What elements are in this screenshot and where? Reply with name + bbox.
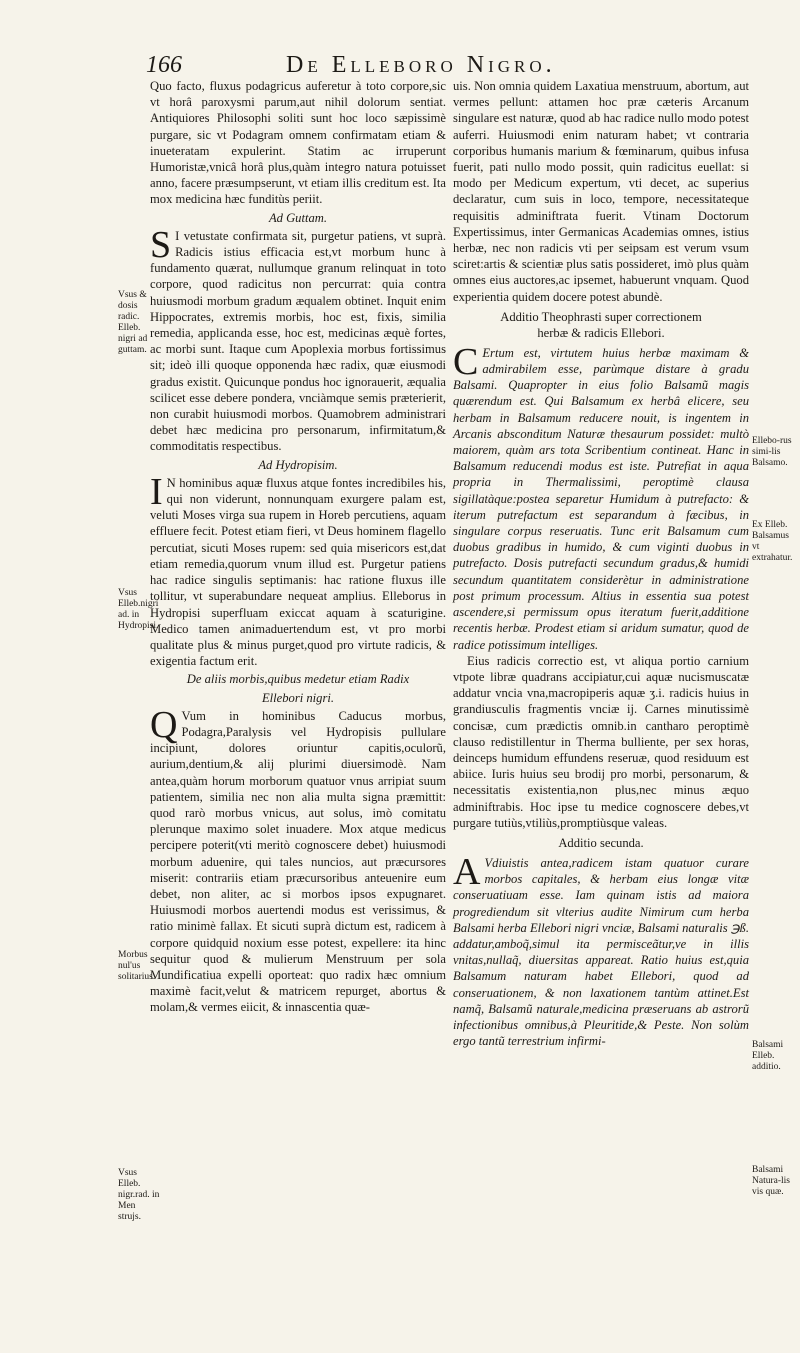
section-heading: herbæ & radicis Ellebori. (537, 325, 665, 340)
left-column (150, 78, 446, 1016)
page-number: 166 (146, 52, 182, 78)
running-title: De Elleboro Nigro. (286, 52, 556, 78)
margin-note: Balsami Natura-lis vis quæ. (752, 1165, 790, 1197)
drop-cap: I (150, 470, 163, 513)
margin-note: Ex Elleb. Balsamus vt extrahatur. (752, 520, 793, 563)
section-heading: Additio secunda. (558, 835, 644, 850)
drop-cap: C (453, 340, 479, 383)
drop-cap: S (150, 223, 172, 266)
paragraph (453, 340, 749, 653)
margin-note: Vsus Elleb. nigr.rad. in Men strujs. (118, 1168, 160, 1222)
margin-note: Morbus nul'us solitarius. (118, 950, 156, 982)
paragraph-text: I vetustate confirmata sit, purgetur patiens, vt suprà. Radicis istius efficacia est,vt morbum hunc à fundamento quærat, nullumque granum relinquat in toto corpore, quod radicitus non percurrat: quia contra huiusmodi morbum gradum æqualem obtinet. Inquit enim Hippocrates, extremis morbis, hoc est, fixis, similia remedia, applicanda esse, hoc est, medicinas æquè fortes, ac morbi sunt. Itaque cum Apoplexia morbus fortissimus sit; ideò illi quoque opponenda hæc radix, quæ eiusmodi gradus existit. Quicunque pondus hoc ignorauerit, æqualia scilicet esse debere pondera, vnciàmque semis præterierit, non curabit huiusmodi morbos. Quamobrem administrari debet hæc medicina pro personarum, infirmitatum,& commoditatis respectibus. (150, 228, 446, 454)
paragraph-text: Vum in hominibus Caducus morbus, Podagra,Paralysis vel Hydropisis pullulare incipiunt, dolores oriuntur capitis,oculorũ, aurium,dentium,& alij plurimi diuersimodè. Nam antea,quàm horum morborum quatuor vnus arripiat suum patientem, similia nec non alia multa signa præmittit: quod rarò morbus vnicus, aut solus, imò comitatu plerunque maximo solet inuadere. Mox atque medicus percipere poterit(vti meritò cognoscere debet) huiusmodi morbum aduenire, qui tales nuncios, aut præcursores miserit: contrariis etiam præcursoribus anteuenire eum debet, non aliter, ac si morbos ipsos expugnaret. Huiusmodi morbos auertendi modus est verissimus, & ratio minimè fallax. Et sicuti suprà dictum est, radicem à corpore quidquid noxium esse potest, expellere: ita hinc sequitur quod & mulierum Menstruum per sola Mundificatiua expelli oporteat: quo radix hæc omnium maximè facit,velut & matricem repurget, abortus & molam,& vermes eiicit, & innascentia quæ- (150, 708, 446, 1015)
paragraph: Quo facto, fluxus podagricus auferetur à toto corpore,sic vt horâ paroxysmi parum,aut nihil dolorum sentiat. Antiquiores Philosophi soliti sunt hoc loco sæpissimè purgare, sic vt Podagram omnem confirmatam etiam & inueteratam expulerint. Statim ac irruperunt Humoristæ,vnicâ horâ plus,quàm integro natura potuisset anno, facere præsumpserunt, vt etiam illis creditum est. Ita mox medicina hæc funditùs periit. (150, 79, 446, 207)
section-heading: Ellebori nigri. (261, 690, 335, 705)
paragraph (150, 703, 446, 1016)
paragraph: uis. Non omnia quidem Laxatiua menstruum, abortum, aut vermes pellunt: attamen hoc præ cæteris Arcanum singulare est naturæ, quod ab hac radice nullo modo potest auferri. Huiusmodi enim naturam habet; vt contraria corporibus humanis marium & fœminarum, quibus infusa fuerit, pati nullo modo possit, quin radicitus euellat: si modo per Medicum expertum, vti decet, ac superius declaratur, cum suis in loco, tempore, necessitateque requisitis adminiftrata fuerit. Vtinam Doctorum Expertissimus, inter Germanicas Academias omnes, istius herbæ, nec non radicis vti per seipsam est verum vsum sciret:artis & scientiæ plus satis possideret, imò plus quàm omnes eius auctores,ac ipsemet, habuerunt vnquam. Quod experientia quidem docere potest abundè. (453, 79, 749, 304)
paragraph-text: N hominibus aquæ fluxus atque fontes incredibiles his, qui non viderunt, nonnunquam exurgere palam est, veluti Moses virga sua rupem in Horeb percutiens, aquam effluere fecit. Potest etiam fieri, vt Deus hominem flagello percutiat, sicuti Moses rupem: sed quia misericors est,dat etiam remedia,quorum vnum illud est. Purgetur patiens hac radice singulis septimanis: hac ratione fluxus ille tollitur, vt superabundare nequeat amplius. Elleborus in Hydropisi superfluam exiccat aquam à scaturigine. Medico tamen animaduertendum est, vt pro morbi qualitate plus & minus purget,quod pro virtute radicis, & exigentia factum erit. (150, 475, 446, 669)
paragraph (453, 850, 749, 1049)
section-heading: Ad Guttam. (268, 210, 328, 225)
drop-cap: Q (150, 703, 178, 746)
paragraph (150, 223, 446, 455)
margin-note: Vsus Elleb.nigri ad. in Hydropisi. (118, 588, 159, 631)
section-heading: Additio Theophrasti super correctionem (500, 309, 702, 324)
paragraph: Eius radicis correctio est, vt aliqua portio carnium vtpote libræ quadrans accipiatur,cui aquæ nucismuscatæ addatur vncia vna,macropiperis aquæ ʒ.i. radicis huius in grandiusculis fragmentis vnciæ ij. Carnes minutissimè concisæ, cum prædictis omnib.in cantharo peroptimè clauso redistillentur in Therma bulliente, per sex horas, deinceps humidum effundens reseruæ, quod residuum est abiice. Iuris huius seu brodij pro morbi, personarum, & necessitatis existentia,non plus,nec minus æquo adminiftrabis. Hoc ipse tu medice cognoscere debes,vt purgare tutiùs,vtiliùs,promptiùsque valeas. (453, 653, 749, 830)
margin-note: Balsami Elleb. additio. (752, 1040, 784, 1072)
drop-cap: A (453, 850, 481, 893)
margin-note: Ellebo-rus simi-lis Balsamo. (752, 436, 792, 468)
section-heading: Ad Hydropisim. (258, 457, 338, 472)
right-column (453, 78, 749, 1049)
paragraph-text: Ertum est, virtutem huius herbæ maximam & admirabilem esse, parùmque distare à gradu Balsami. Quapropter in eius folio Balsamũ magis quærendum est. Qui Balsamum ex herbâ elicere, seu herbam in Balsamum reducere nouit, is ingentem in Arcanis absconditum Naturæ thesaurum possidet: multò maiorem, quàm ars tota Scribentium contineat. Hanc in Balsamum reducendi modus est iste. Putrefiat in aqua propria in Thermalissimi, peroptimè clausa sigillatàque:postea separetur Humidum à putrefacto: & iterum putrefactum est separandum à fæcibus, in singulare corpus reseruatis. Tunc erit Balsamum cum duobus gradibus in humido, & cum viginti duobus in putrefacto. Dosis putrefacti secundum gradus,& humidi secundum quantitatem considerètur in administratione post primum processum. Altius in essentia sua potest ascendere,si permissum opus iteratum fuerit,additione recentis herbæ. Prodest etiam si aridum sumatur, quod de radice potissimum intelliges. (453, 345, 749, 652)
paragraph-text: Vdiuistis antea,radicem istam quatuor curare morbos capitales, & herbam eius longæ vitæ conseruatiuam esse. Iam quinam istis ad maiora progrediendum sit vlterius audite Nimirum cum herba Balsami herba Ellebori nigri vnciæ, Balsami naturalis ℈ß. addatur,amboq̃,simul ita permisceãtur,ve in illis vnitas,nullaq̃, diuersitas appareat. Ratio huius est,quia Balsamum naturam habet Ellebori, quod ad conseruationem, & non laxationem tantùm attinet.Est namq̃, Balsamũ naturale,medicina præseruans ab astrorũ infectionibus omnibus,à Pleuritide,& Peste. Non solùm ergo tantũ terrestrium infirmi- (453, 855, 749, 1049)
paragraph (150, 470, 446, 669)
margin-note: Vsus & dosis radic. Elleb. nigri ad guttam. (118, 290, 148, 355)
section-heading: De aliis morbis,quibus medetur etiam Radix (186, 672, 410, 687)
